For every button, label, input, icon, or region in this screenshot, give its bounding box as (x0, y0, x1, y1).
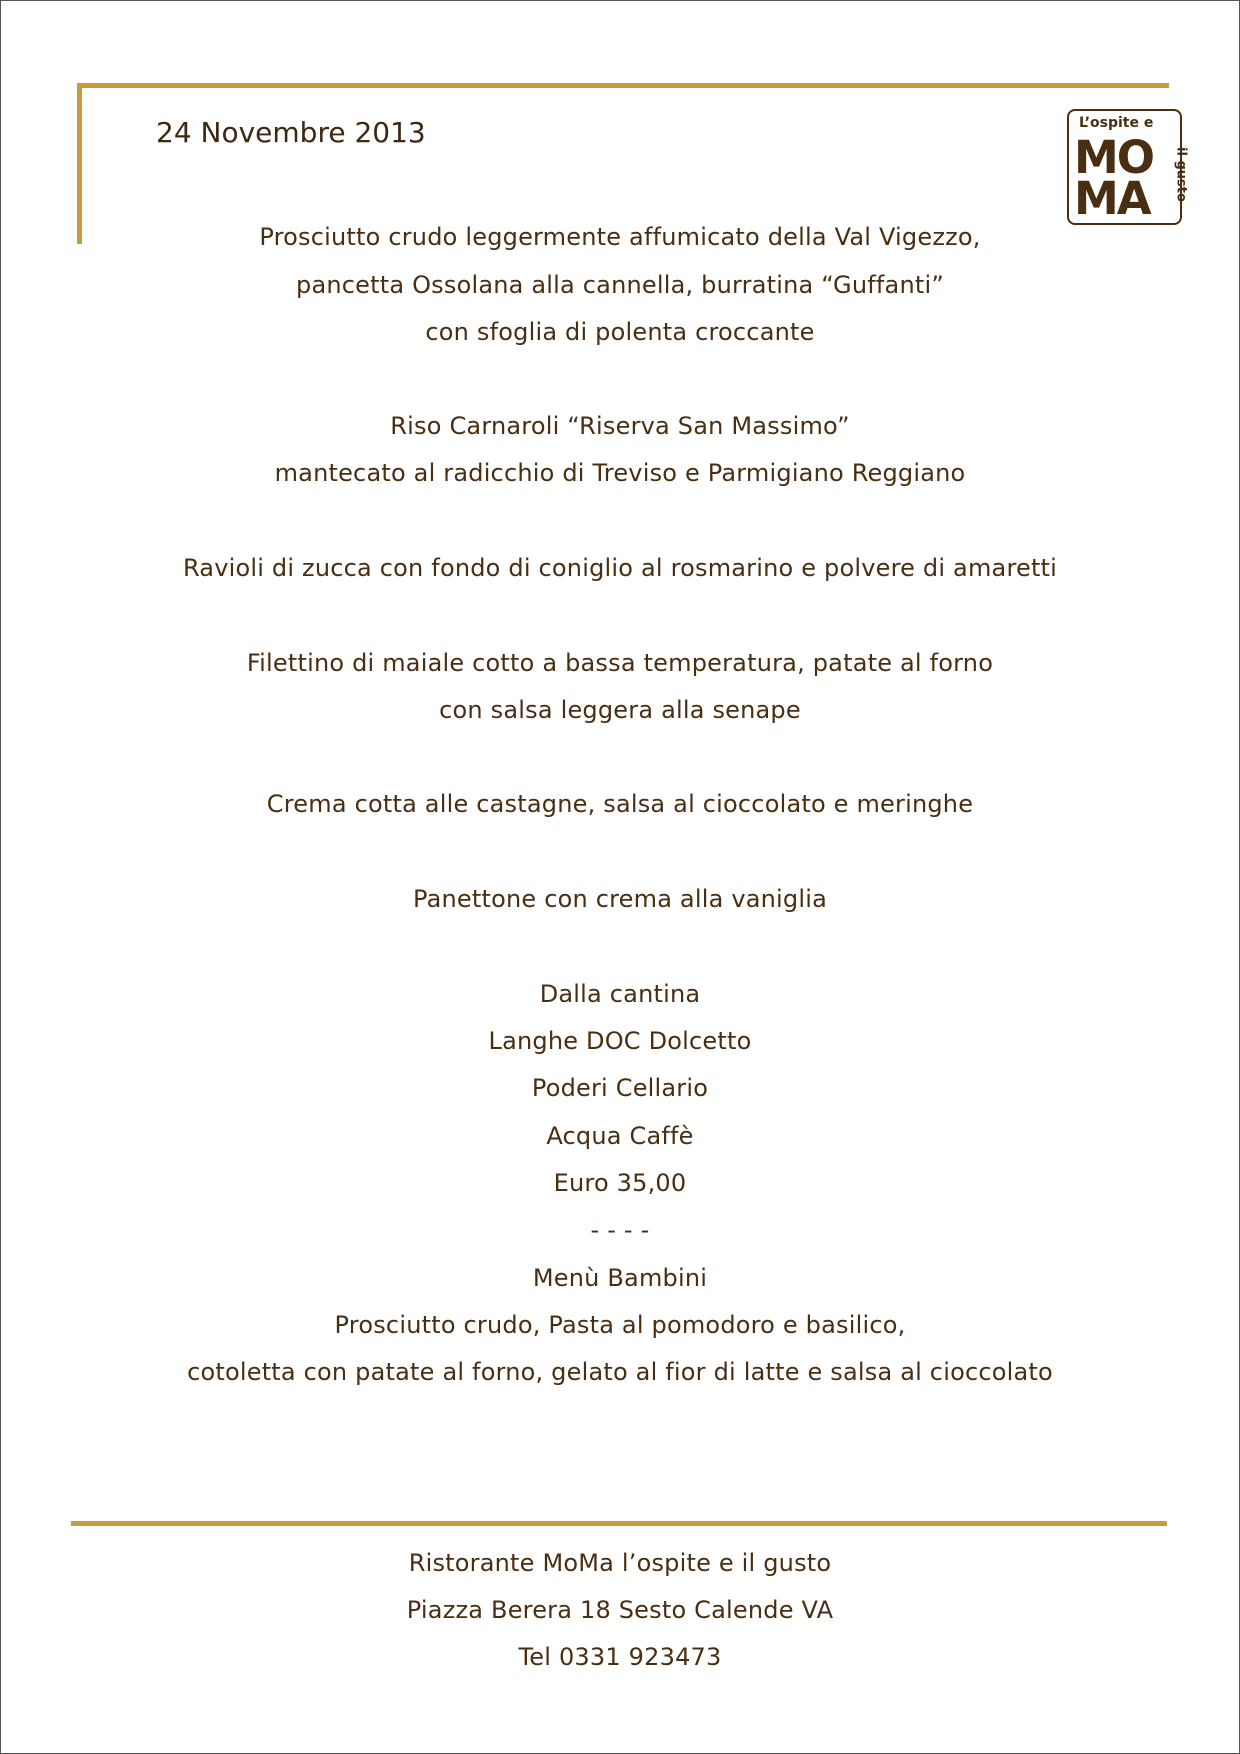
gold-bottom-rule (71, 1521, 1167, 1526)
course-line: Filettino di maiale cotto a bassa temperatura, patate al forno (246, 649, 994, 677)
course-line: con salsa leggera alla senape (439, 696, 801, 724)
course-line: con sfoglia di polenta croccante (425, 318, 815, 346)
moma-logo (1067, 109, 1189, 225)
course-line: pancetta Ossolana alla cannella, burratina “Guffanti” (296, 271, 944, 299)
cellar-line: Dalla cantina (539, 980, 701, 1008)
course-line: Prosciutto crudo leggermente affumicato della Val Vigezzo, (259, 223, 981, 251)
logo-top-text: L’ospite e (1079, 115, 1154, 131)
footer-restaurant-name: Ristorante MoMa l’ospite e il gusto (408, 1549, 832, 1577)
kids-menu-line: cotoletta con patate al forno, gelato al fior di latte e salsa al cioccolato (187, 1358, 1053, 1386)
course-line: Riso Carnaroli “Riserva San Massimo” (390, 412, 850, 440)
logo-side-text: il gusto (1173, 147, 1189, 202)
gold-left-rule (77, 83, 82, 244)
separator-line: - - - - (590, 1216, 650, 1244)
footer-phone: Tel 0331 923473 (518, 1643, 722, 1671)
logo-ma: MA (1074, 172, 1150, 225)
course-line: Panettone con crema alla vaniglia (413, 885, 827, 913)
menu-date: 24 Novembre 2013 (156, 116, 426, 149)
price-line: Euro 35,00 (553, 1169, 687, 1197)
cellar-line: Poderi Cellario (531, 1074, 709, 1102)
gold-top-rule (77, 83, 1169, 88)
course-line: mantecato al radicchio di Treviso e Parmigiano Reggiano (274, 459, 966, 487)
cellar-line: Acqua Caffè (546, 1122, 694, 1150)
cellar-line: Langhe DOC Dolcetto (488, 1027, 752, 1055)
logo-mo: MO (1074, 131, 1154, 184)
footer-address: Piazza Berera 18 Sesto Calende VA (406, 1596, 834, 1624)
course-line: Crema cotta alle castagne, salsa al cioccolato e meringhe (266, 790, 974, 818)
kids-menu-line: Prosciutto crudo, Pasta al pomodoro e basilico, (334, 1311, 906, 1339)
course-line: Ravioli di zucca con fondo di coniglio al rosmarino e polvere di amaretti (182, 554, 1058, 582)
kids-menu-title: Menù Bambini (532, 1264, 708, 1292)
